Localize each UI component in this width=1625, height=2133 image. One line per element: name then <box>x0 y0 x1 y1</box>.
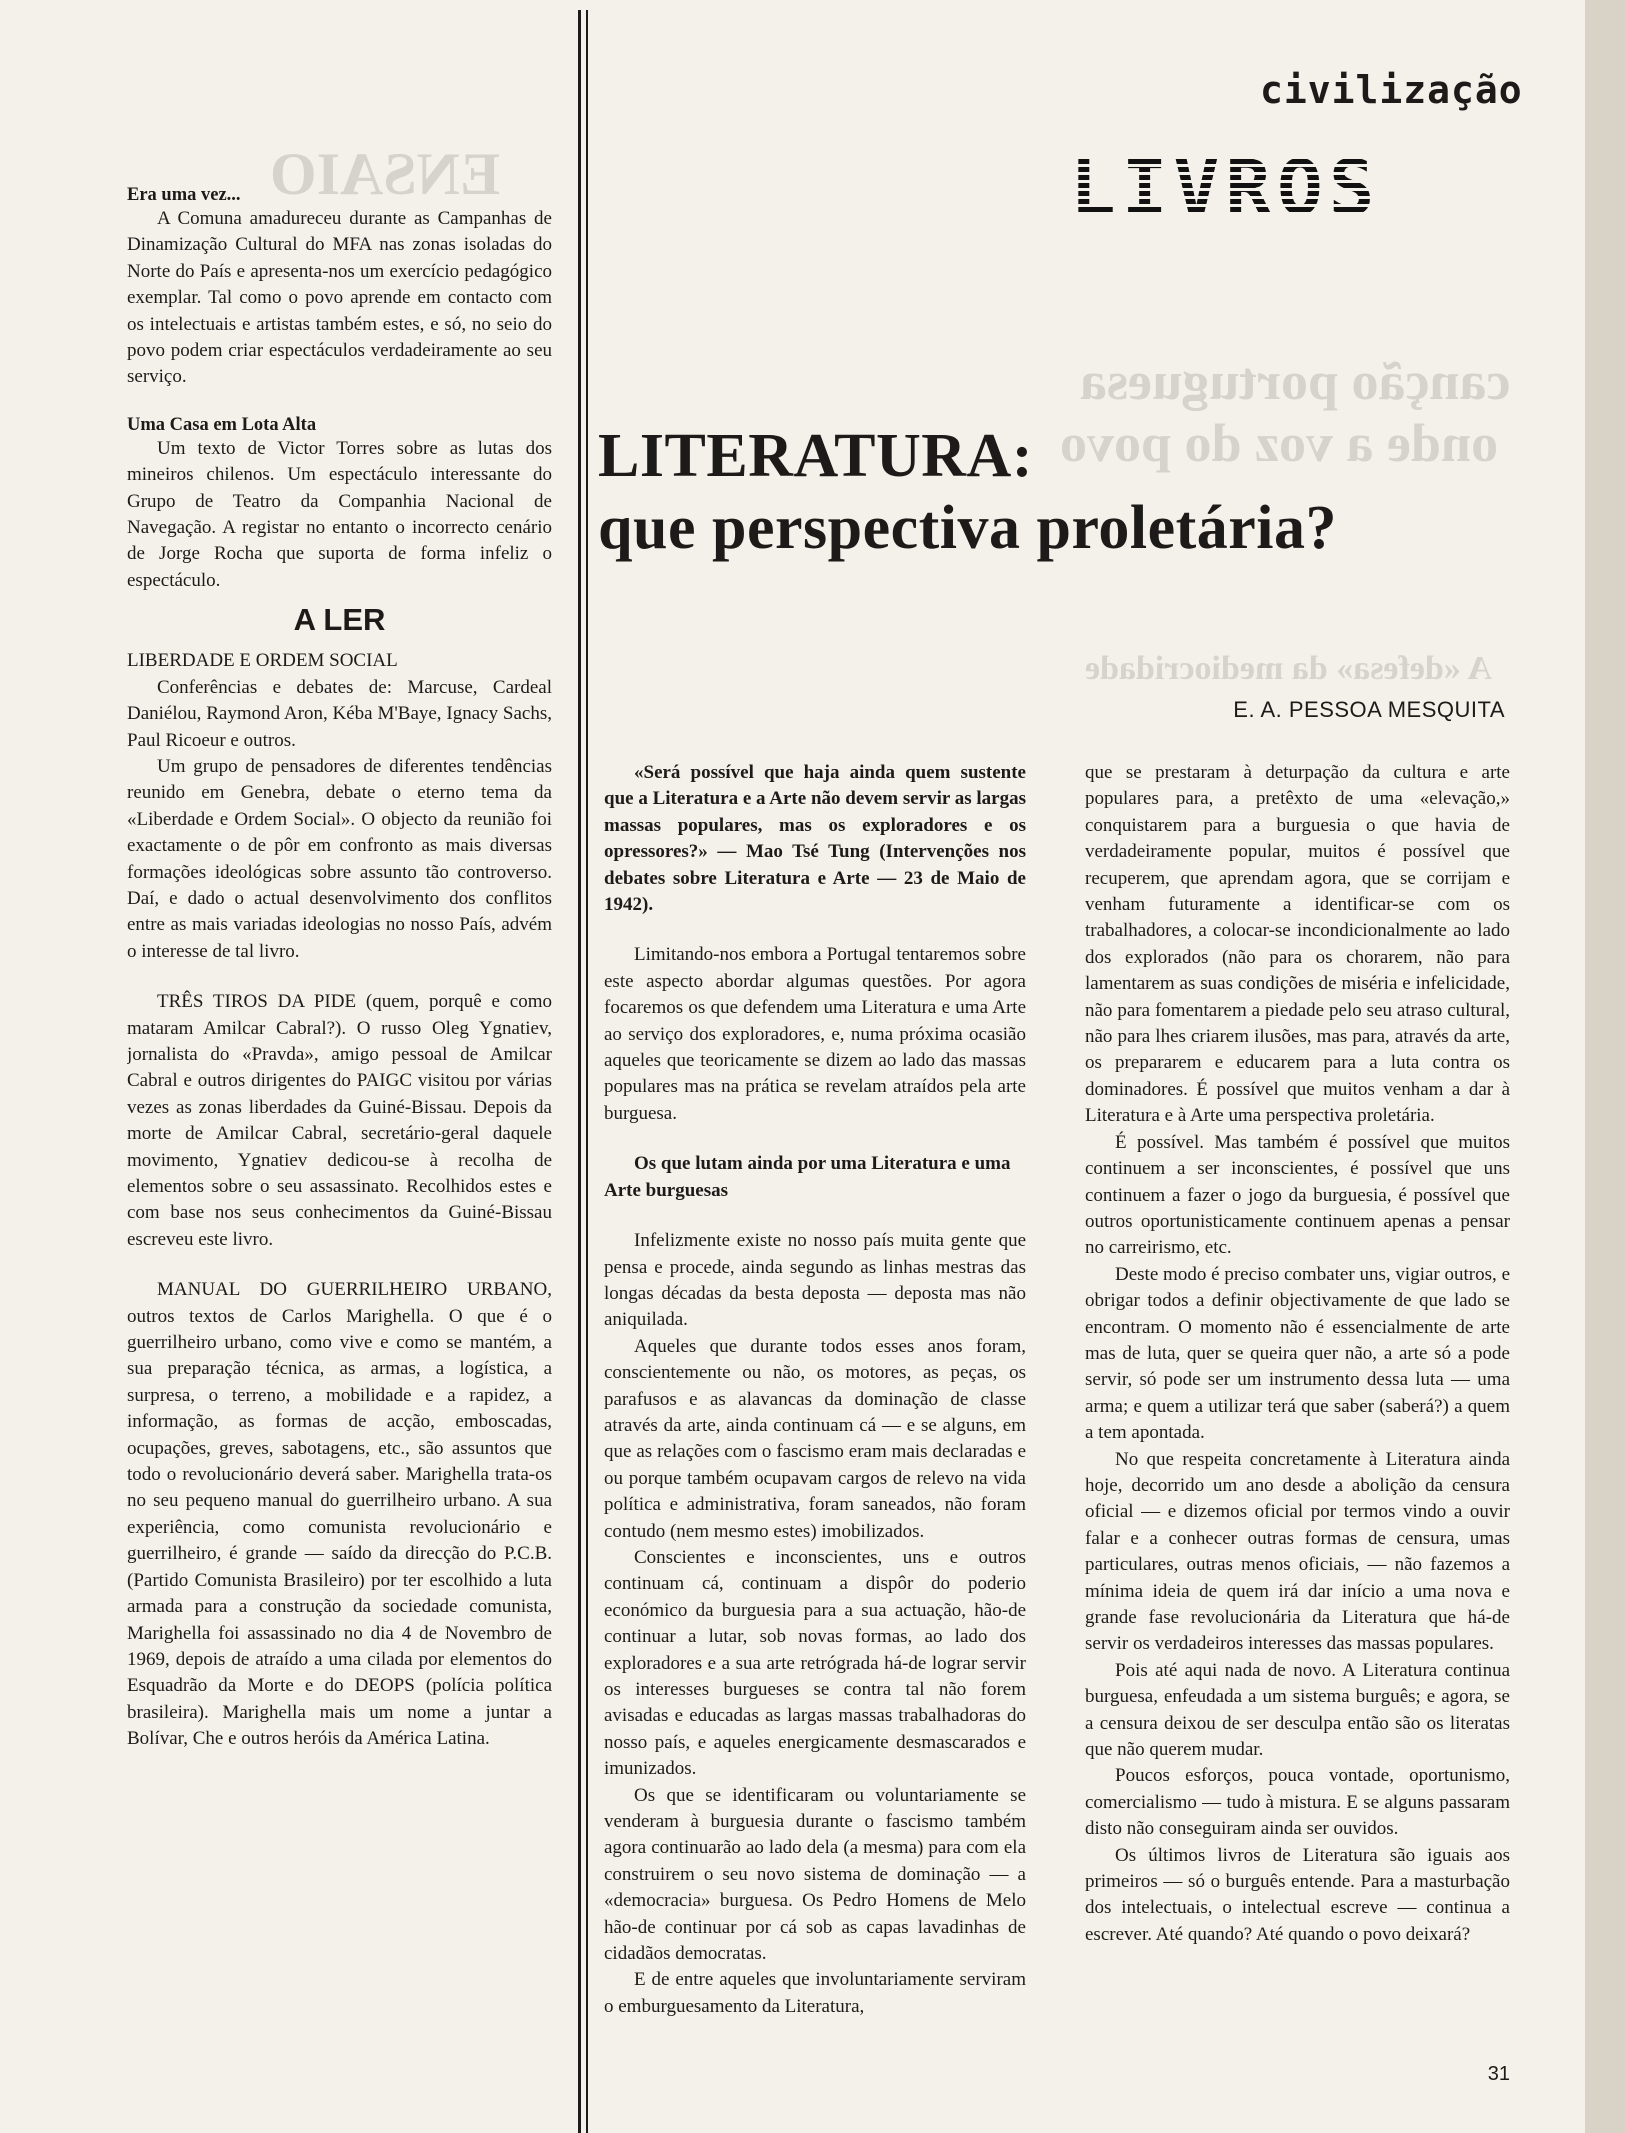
headline-line-2: que perspectiva proletária? <box>598 494 1338 562</box>
middle-column <box>604 760 1026 2050</box>
article-paragraph: Infelizmente existe no nosso país muita gente que pensa e procede, ainda segundo as linhas mestras das longas décadas da besta deposta — deposta mas não aniquilada. <box>604 1230 1026 1331</box>
article-paragraph: Poucos esforços, pouca vontade, oportunismo, comercialismo — tudo à mistura. E se alguns passaram disto não conseguiram ainda ser ouvidos. <box>1085 1765 1510 1840</box>
book-title: LIBERDADE E ORDEM SOCIAL <box>127 650 398 672</box>
article-paragraph: Os que se identificaram ou voluntariamente se venderam à burguesia durante o fascismo também agora continuarão ao lado dela (a mesma) para com ela construirem o seu novo sistema de dominação — a «democracia» burguesa. Os Pedro Homens de Melo hão-de continuar por cá sob as capas lavadinhas de cidadãos democratas. <box>604 1784 1026 1965</box>
column-rule <box>586 10 588 2133</box>
book-text: Conferências e debates de: Marcuse, Cardeal Daniélou, Raymond Aron, Kéba M'Baye, Ignacy Sachs, Paul Ricoeur e outros. <box>127 676 552 751</box>
article-paragraph: que se prestaram à deturpação da cultura e arte populares para, a pretêxto de uma «elevação,» conquistarem para a burguesia o que havia de verdadeiramente popular, muitos é possível que recuperem, que aprendam agora, que se corrijam e venham futuramente a identificar-se com os trabalhadores, a colocar-se incondicionalmente ao lado dos explorados (não para os chorarem, não para lamentarem as suas condições de miséria e infelicidade, não para fomentarem a piedade pelo seu atraso cultural, não para lhes criarem ilusões, mas para, através da arte, os prepararem e educarem para a luta contra os dominadores. É possível que muitos venham a dar à Literatura e à Arte uma perspectiva proletária. <box>1085 762 1510 1127</box>
article-paragraph: Limitando-nos embora a Portugal tentaremos sobre este aspecto abordar algumas questões. Por agora focaremos os que defendem uma Literatura e uma Arte ao serviço dos exploradores, e, numa próxima ocasião aqueles que teoricamente se dizem ao lado das massas populares mas na prática se revelam atraídos pela arte burguesa. <box>604 944 1026 1124</box>
sidebar-title-uma-casa: Uma Casa em Lota Alta <box>127 414 317 435</box>
epigraph-quote: «Será possível que haja ainda quem sustente que a Literatura e a Arte não devem servir as largas massas populares, mas os exploradores e os opressores?» — Mao Tsé Tung (Intervenções nos debates sobre Literatura e Arte — 23 de Maio de 1942). <box>604 762 1026 916</box>
show-through-text: ENSAIO <box>270 141 501 207</box>
book-text: MANUAL DO GUERRILHEIRO URBANO, outros textos de Carlos Marighella. O que é o guerrilheiro urbano, como vive e como se mantém, a sua preparação técnica, as armas, a logística, a surpresa, o terreno, a mobilidade e a rapidez, a informação, as formas de acção, emboscadas, ocupações, greves, sabotagens, etc., são assuntos que todo o revolucionário deverá saber. Marighella trata-os no seu pequeno manual do guerrilheiro urbano. A sua experiência, como comunista revolucionário e guerrilheiro, é grande — saído da direcção do P.C.B. (Partido Comunista Brasileiro) por ter escolhido a luta armada para a construção da sociedade comunista, Marighella foi assassinado no dia 4 de Novembro de 1969, depois de atraído a uma cilada por elementos do Esquadrão da Morte e do DEOPS (polícia política brasileira). Marighella mais um nome a juntar a Bolívar, Che e outros heróis da América Latina. <box>127 1279 552 1750</box>
sidebar-text: Um texto de Victor Torres sobre as lutas dos mineiros chilenos. Um espectáculo interessante do Grupo de Teatro da Companhia Nacional de Navegação. A registar no entanto o incorrecto cenário de Jorge Rocha que suporta de forma infeliz o espectáculo. <box>127 437 552 591</box>
article-paragraph: Pois até aqui nada de novo. A Literatura continua burguesa, enfeudada a um sistema burguês; e agora, se a censura deixou de ser desculpa então são os literatas que não querem mudar. <box>1085 1659 1510 1761</box>
article-paragraph: É possível. Mas também é possível que muitos continuem a ser inconscientes, é possível que uns continuem a fazer o jogo da burguesia, é possível que outros oportunisticamente continuem apenas a pensar no carreirismo, etc. <box>1085 1131 1510 1259</box>
sidebar-title-era-uma-vez: Era uma vez... <box>127 185 241 205</box>
book-text: TRÊS TIROS DA PIDE (quem, porquê e como mataram Amilcar Cabral?). O russo Oleg Ygnatiev, jornalista do «Pravda», amigo pessoal de Amilcar Cabral e outros dirigentes do PAIGC visitou por várias vezes as zonas liberdades da Guiné-Bissau. Depois da morte de Amilcar Cabral, secretário-geral daquele movimento, Ygnatiev dedicou-se à recolha de elementos sobre o seu assassinato. Recolhidos estes e com base nos seus conhecimentos da Guiné-Bissau escreveu este livro. <box>127 991 552 1250</box>
article-paragraph: No que respeita concretamente à Literatura ainda hoje, decorrido um ano desde a abolição da censura oficial — e dizemos oficial por termos vindo a ouvir falar e a conhecer outras formas de censura, umas particulares, outras menos oficiais, — não fazemos a mínima ideia de quem irá dar início a uma nova e grande fase revolucionária da Literatura que há-de servir os verdadeiros interesses das massas populares. <box>1085 1448 1510 1655</box>
right-column <box>1085 760 1510 2050</box>
article-paragraph: E de entre aqueles que involuntariamente serviram o emburguesamento da Literatura, <box>604 1969 1026 2017</box>
article-paragraph: Aqueles que durante todos esses anos foram, conscientemente ou não, os motores, as peças, os parafusos e as alavancas da dominação de classe através da arte, ainda continuam cá — e se alguns, em que as relações com o fascismo eram mais declaradas e ou porque também ocupavam cargos de relevo na vida política e administrativa, foram saneados, não foram contudo (nem mesmo estes) imobilizados. <box>604 1335 1026 1542</box>
show-through-text: A «defesa» da mediocridade <box>1085 650 1493 687</box>
section-kicker: civilização <box>1260 68 1523 112</box>
headline-line-1: LITERATURA: <box>598 422 1033 490</box>
article-paragraph: Os últimos livros de Literatura são iguais aos primeiros — só o burguês entende. Para a masturbação dos intelectuais, o intelectual escreve — continua a escrever. Até quando? Até quando o povo deixará? <box>1085 1844 1510 1945</box>
column-rule <box>578 10 581 2133</box>
article-subheading: Os que lutam ainda por uma Literatura e uma Arte burguesas <box>604 1153 1011 1201</box>
article-author: E. A. PESSOA MESQUITA <box>1233 697 1505 722</box>
a-ler-heading: A LER <box>293 602 386 638</box>
article-headline <box>598 420 1498 564</box>
page-number: 31 <box>1487 2063 1510 2085</box>
left-column <box>127 185 552 2050</box>
article-paragraph: Deste modo é preciso combater uns, vigiar outros, e obrigar todos a definir objectivamente de que lado se encontram. O momento não é essencialmente de arte mas de luta, quer se queira quer não, a arte só a pode servir, só pode ser um instrumento dessa luta — uma arma; e quem a utilizar terá que saber (saberá?) a quem a tem apontada. <box>1085 1263 1510 1444</box>
book-text: Um grupo de pensadores de diferentes tendências reunido em Genebra, debate o eterno tema da «Liberdade e Ordem Social». O objecto da reunião foi exactamente o de pôr em confronto as mais diversas formações ideológicas sobre assunto tão controverso. Daí, e dado o actual desenvolvimento dos conflitos entre as mais variadas ideologias no nosso País, advém o interesse de tal livro. <box>127 755 552 962</box>
sidebar-text: A Comuna amadureceu durante as Campanhas de Dinamização Cultural do MFA nas zonas isoladas do Norte do País e apresenta-nos um exercício pedagógico exemplar. Tal como o povo aprende em contacto com os intelectuais e artistas também estes, e só, no seio do povo podem criar espectáculos verdadeiramente ao seu serviço. <box>127 208 552 388</box>
section-title-livros: LIVROS <box>1070 143 1381 232</box>
sheet-edge <box>1585 0 1625 2133</box>
show-through-text: onde a voz do povo <box>1060 413 1499 473</box>
article-paragraph: Conscientes e inconscientes, uns e outros continuam cá, continuam a dispôr do poderio económico da burguesia para a sua actuação, hão-de continuar a lutar, sob novas formas, ao lado dos exploradores e a sua arte retrógrada há-de lograr servir os interesses burgueses se contra tal não forem avisadas e educadas as largas massas trabalhadoras do nosso país, e aqueles energicamente desmascarados e imunizados. <box>604 1546 1026 1780</box>
show-through-text: canção portuguesa <box>1080 351 1511 411</box>
